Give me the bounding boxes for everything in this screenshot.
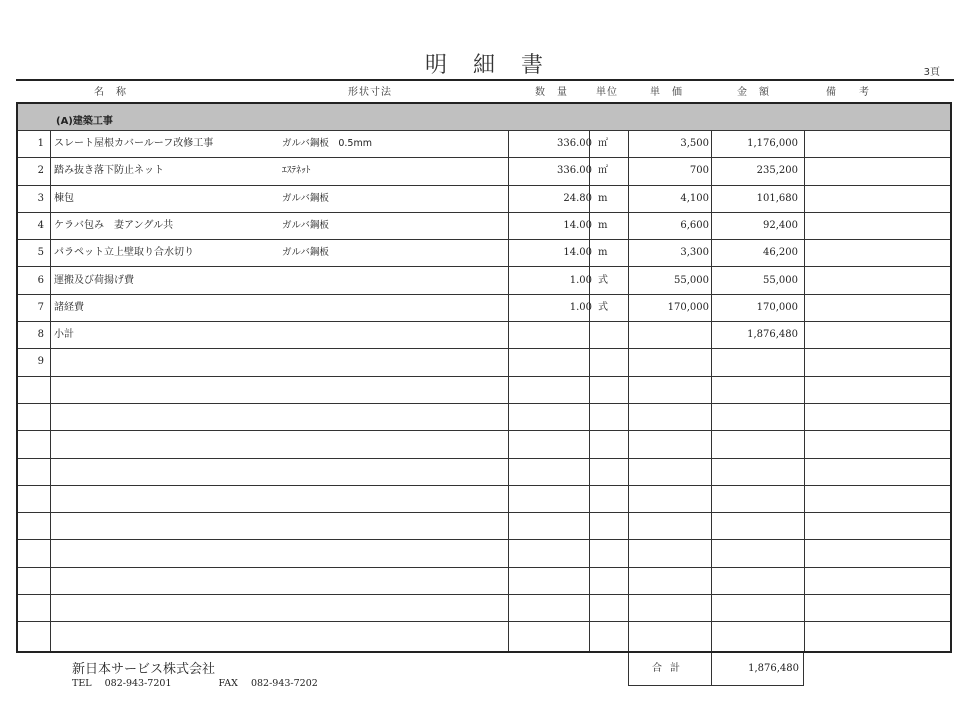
item-unit-price: 55,000 <box>674 274 709 286</box>
item-quantity <box>508 377 596 403</box>
item-spec: ガルバ鋼板 <box>282 247 329 259</box>
row-number <box>18 486 48 512</box>
table-row <box>18 295 950 322</box>
table-row <box>18 459 950 486</box>
item-quantity <box>508 568 596 594</box>
item-unit <box>594 349 632 375</box>
row-number: 1 <box>37 138 44 149</box>
item-name: 運搬及び荷揚げ費 <box>54 274 134 286</box>
item-name <box>54 377 274 403</box>
item-note <box>806 377 946 403</box>
item-unit-price <box>630 431 712 457</box>
item-name <box>54 486 274 512</box>
fax-number: 082-943-7202 <box>250 678 318 689</box>
item-note <box>806 295 946 321</box>
item-unit-price: 700 <box>689 165 709 177</box>
item-amount <box>713 568 801 594</box>
item-quantity: 1.00 <box>569 301 592 313</box>
row-number: 2 <box>37 165 44 177</box>
item-quantity <box>508 513 596 539</box>
section-label: (A)建築工事 <box>56 116 113 127</box>
item-unit-price <box>630 459 712 485</box>
row-number <box>18 377 48 403</box>
item-unit <box>594 404 632 430</box>
item-note <box>806 513 946 539</box>
item-quantity: 14.00 <box>563 219 592 231</box>
item-note <box>806 404 946 430</box>
table-row <box>18 213 950 240</box>
item-spec <box>282 377 502 403</box>
row-number <box>18 595 48 621</box>
fax-label: FAX <box>218 678 238 689</box>
table-row <box>18 622 950 649</box>
row-number <box>18 513 48 539</box>
table-row <box>18 349 950 376</box>
row-number <box>18 622 48 649</box>
item-unit <box>594 541 632 567</box>
item-unit-price: 4,100 <box>680 192 709 204</box>
company-name: 新日本サービス株式会社 <box>72 662 216 677</box>
item-amount <box>713 459 801 485</box>
item-spec: ガルバ鋼板 0.5mm <box>282 138 372 149</box>
item-amount <box>713 486 801 512</box>
item-spec <box>282 486 502 512</box>
item-note <box>806 213 946 239</box>
item-quantity <box>508 404 596 430</box>
item-spec <box>282 595 502 621</box>
item-unit-price: 170,000 <box>667 301 709 313</box>
item-unit <box>594 568 632 594</box>
row-number: 8 <box>37 329 44 341</box>
item-note <box>806 622 946 649</box>
item-spec: ガルバ鋼板 <box>282 192 329 204</box>
item-unit-price: 6,600 <box>680 219 709 231</box>
column-header-price: 単 価 <box>650 87 683 98</box>
item-unit: m <box>598 247 608 259</box>
item-name <box>54 622 274 649</box>
detail-table <box>16 102 952 653</box>
item-note <box>806 158 946 184</box>
item-quantity <box>508 486 596 512</box>
column-header-amount: 金 額 <box>737 87 770 98</box>
tel-label: TEL <box>72 678 92 689</box>
item-note <box>806 595 946 621</box>
item-note <box>806 131 946 157</box>
item-quantity <box>508 431 596 457</box>
item-note <box>806 568 946 594</box>
item-spec <box>282 268 502 294</box>
item-amount: 55,000 <box>763 274 798 286</box>
item-name <box>54 541 274 567</box>
item-amount: 1,876,480 <box>747 329 798 341</box>
row-number: 9 <box>37 356 44 368</box>
item-unit-price <box>630 404 712 430</box>
item-amount <box>713 431 801 457</box>
column-header-unit: 単位 <box>596 87 618 98</box>
table-row <box>18 268 950 295</box>
item-amount <box>713 541 801 567</box>
row-number <box>18 541 48 567</box>
row-number: 5 <box>37 247 44 259</box>
item-unit-price: 3,300 <box>680 247 709 259</box>
row-number <box>18 431 48 457</box>
item-unit <box>594 622 632 649</box>
item-quantity <box>508 349 596 375</box>
item-quantity: 1.00 <box>569 274 592 286</box>
item-unit: m <box>598 192 608 204</box>
table-row <box>18 486 950 513</box>
item-name: パラペット立上壁取り合水切り <box>54 247 194 259</box>
table-row <box>18 240 950 267</box>
row-number: 4 <box>37 219 44 231</box>
item-unit: m <box>598 219 608 231</box>
item-name <box>54 349 274 375</box>
item-spec <box>282 541 502 567</box>
contact-line <box>72 678 328 689</box>
item-amount <box>713 595 801 621</box>
title-rule <box>16 79 954 81</box>
item-note <box>806 186 946 212</box>
grand-total-value: 1,876,480 <box>748 663 799 674</box>
document-title: 明細書 <box>424 53 569 78</box>
item-unit-price <box>630 568 712 594</box>
item-amount <box>713 513 801 539</box>
table-row <box>18 431 950 458</box>
item-note <box>806 240 946 266</box>
item-name <box>54 459 274 485</box>
row-number <box>18 459 48 485</box>
table-row <box>18 322 950 349</box>
item-unit <box>594 322 632 348</box>
item-spec <box>282 568 502 594</box>
item-unit <box>594 459 632 485</box>
item-quantity <box>508 322 596 348</box>
item-unit: 式 <box>598 301 608 313</box>
table-row <box>18 595 950 622</box>
item-note <box>806 268 946 294</box>
item-unit-price <box>630 513 712 539</box>
column-header-note: 備 考 <box>826 87 870 98</box>
item-unit <box>594 595 632 621</box>
item-amount: 170,000 <box>756 301 798 313</box>
item-unit <box>594 431 632 457</box>
item-quantity: 24.80 <box>563 192 592 204</box>
item-name <box>54 513 274 539</box>
table-row <box>18 513 950 540</box>
item-spec <box>282 622 502 649</box>
item-quantity <box>508 622 596 649</box>
row-number <box>18 404 48 430</box>
item-quantity <box>508 459 596 485</box>
item-note <box>806 431 946 457</box>
item-spec <box>282 459 502 485</box>
item-quantity: 336.00 <box>557 165 592 177</box>
item-name: 棟包 <box>54 192 74 204</box>
item-note <box>806 459 946 485</box>
item-spec: ガルバ鋼板 <box>282 219 329 231</box>
row-number: 6 <box>37 274 44 286</box>
item-amount <box>713 349 801 375</box>
item-unit-price <box>630 486 712 512</box>
item-amount <box>713 404 801 430</box>
item-amount <box>713 377 801 403</box>
item-note <box>806 486 946 512</box>
row-number: 7 <box>37 301 44 313</box>
item-quantity: 14.00 <box>563 247 592 259</box>
item-unit: ㎡ <box>598 138 608 149</box>
section-header-row <box>18 104 950 131</box>
item-name <box>54 404 274 430</box>
item-unit-price <box>630 322 712 348</box>
page-number: 3頁 <box>923 67 940 78</box>
item-unit: 式 <box>598 274 608 286</box>
table-row <box>18 158 950 185</box>
item-amount: 46,200 <box>763 247 798 259</box>
item-unit <box>594 486 632 512</box>
item-name: 踏み抜き落下防止ネット <box>54 165 164 177</box>
item-unit <box>594 377 632 403</box>
item-name: スレート屋根カバールーフ改修工事 <box>54 138 214 149</box>
item-quantity <box>508 595 596 621</box>
item-note <box>806 349 946 375</box>
item-spec <box>282 513 502 539</box>
item-name <box>54 568 274 594</box>
item-name <box>54 595 274 621</box>
item-spec: ｴｽﾃﾈｯﾄ <box>282 165 311 177</box>
row-number: 3 <box>37 192 44 204</box>
item-unit: ㎡ <box>598 165 608 177</box>
item-amount <box>713 622 801 649</box>
item-unit-price <box>630 377 712 403</box>
table-row <box>18 541 950 568</box>
item-amount: 1,176,000 <box>747 138 798 149</box>
item-name <box>54 431 274 457</box>
item-unit-price <box>630 541 712 567</box>
table-row <box>18 568 950 595</box>
item-unit-price: 3,500 <box>680 138 709 149</box>
item-unit-price <box>630 349 712 375</box>
table-row <box>18 404 950 431</box>
item-unit-price <box>630 595 712 621</box>
item-amount: 101,680 <box>756 192 798 204</box>
grand-total-box <box>628 653 804 686</box>
column-header-qty: 数 量 <box>535 87 568 98</box>
item-unit-price <box>630 622 712 649</box>
item-note <box>806 322 946 348</box>
table-row <box>18 377 950 404</box>
table-row <box>18 131 950 158</box>
item-spec <box>282 349 502 375</box>
column-header-name: 名 称 <box>94 87 127 98</box>
item-spec <box>282 295 502 321</box>
item-quantity <box>508 541 596 567</box>
item-name: ケラバ包み 妻アングル共 <box>54 219 174 231</box>
tel-number: 082-943-7201 <box>104 678 172 689</box>
item-amount: 92,400 <box>763 219 798 231</box>
table-row <box>18 186 950 213</box>
item-spec <box>282 404 502 430</box>
column-header-spec: 形状寸法 <box>348 87 392 98</box>
item-note <box>806 541 946 567</box>
item-spec <box>282 322 502 348</box>
item-name: 諸経費 <box>54 301 84 313</box>
item-unit <box>594 513 632 539</box>
item-spec <box>282 431 502 457</box>
item-amount: 235,200 <box>756 165 798 177</box>
grand-total-label: 合計 <box>629 653 712 685</box>
item-name: 小計 <box>54 329 74 341</box>
row-number <box>18 568 48 594</box>
item-quantity: 336.00 <box>557 138 592 149</box>
